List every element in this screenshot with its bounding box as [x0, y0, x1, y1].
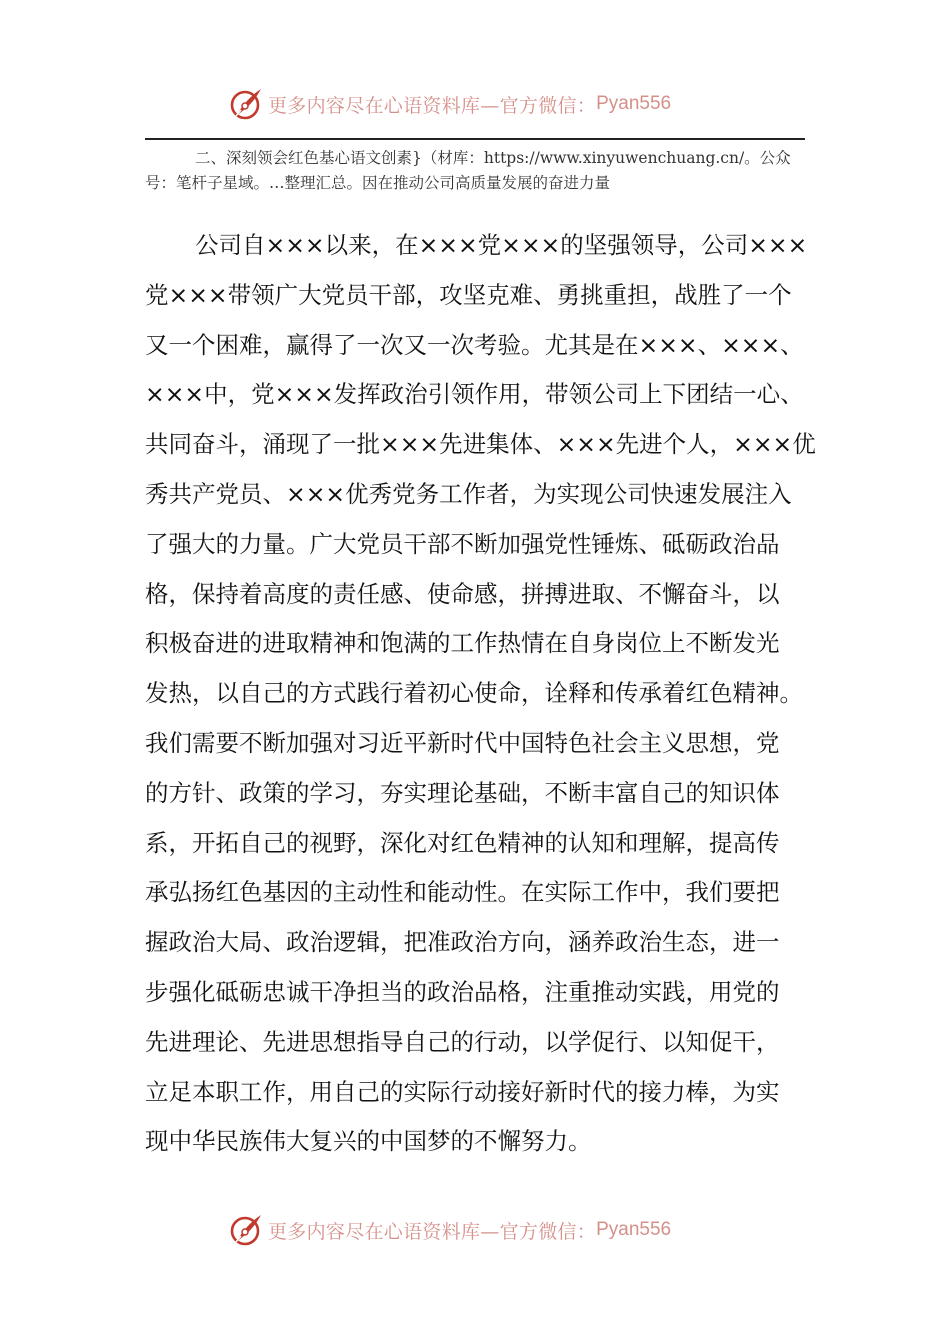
body-line: ×××中，党×××发挥政治引领作用，带领公司上下团结一心、 [145, 380, 804, 409]
body-line: 立足本职工作，用自己的实际行动接好新时代的接力棒，为实 [145, 1077, 780, 1106]
quill-logo-icon [228, 86, 264, 122]
body-line: 又一个困难，赢得了一次又一次考验。尤其是在×××、×××、 [145, 330, 804, 359]
banner-wechat-id: Pyan556 [596, 93, 672, 114]
body-line: 握政治大局、政治逻辑，把准政治方向，涵养政治生态，进一 [145, 928, 780, 957]
body-line: 先进理论、先进思想指导自己的行动，以学促行、以知促干， [145, 1027, 780, 1056]
body-line: 格，保持着高度的责任感、使命感，拼搏进取、不懈奋斗，以 [145, 579, 780, 608]
footer-banner [228, 1210, 748, 1250]
banner-text: 更多内容尽在心语资料库—官方微信： [268, 94, 597, 117]
body-line: 公司自×××以来，在×××党×××的坚强领导，公司××× [195, 231, 808, 259]
body-line: 步强化砥砺忠诚干净担当的政治品格，注重推动实践，用党的 [145, 977, 780, 1006]
body-line: 共同奋斗，涌现了一批×××先进集体、×××先进个人，×××优 [145, 430, 816, 459]
body-line: 党×××带领广大党员干部，攻坚克难、勇挑重担，战胜了一个 [145, 280, 792, 309]
body-line: 积极奋进的进取精神和饱满的工作热情在自身岗位上不断发光 [145, 629, 780, 658]
header-banner [228, 84, 748, 124]
body-line: 承弘扬红色基因的主动性和能动性。在实际工作中，我们要把 [145, 878, 780, 907]
body-text [145, 221, 816, 1167]
body-line: 的方针、政策的学习，夯实理论基础，不断丰富自己的知识体 [145, 778, 780, 807]
body-line: 了强大的力量。广大党员干部不断加强党性锤炼、砥砺政治品 [145, 529, 780, 558]
header-divider [145, 138, 805, 140]
section-subtitle: 二、深刻领会红色基心语文创素}（材库：https://www.xinyuwenchuang.cn/。公众号：笔杆子星域。…整理汇总。因在推动公司高质量发展的奋进力量 [145, 149, 791, 192]
body-line: 现中华民族伟大复兴的中国梦的不懈努力。 [145, 1127, 592, 1156]
body-line: 系，开拓自己的视野，深化对红色精神的认知和理解，提高传 [145, 828, 780, 857]
banner-wechat-id: Pyan556 [596, 1219, 672, 1240]
body-line: 我们需要不断加强对习近平新时代中国特色社会主义思想，党 [145, 728, 780, 757]
quill-logo-icon [228, 1212, 264, 1248]
banner-text: 更多内容尽在心语资料库—官方微信： [268, 1220, 597, 1243]
body-line: 发热，以自己的方式践行着初心使命，诠释和传承着红色精神。 [145, 679, 803, 708]
body-line: 秀共产党员、×××优秀党务工作者，为实现公司快速发展注入 [145, 479, 792, 508]
